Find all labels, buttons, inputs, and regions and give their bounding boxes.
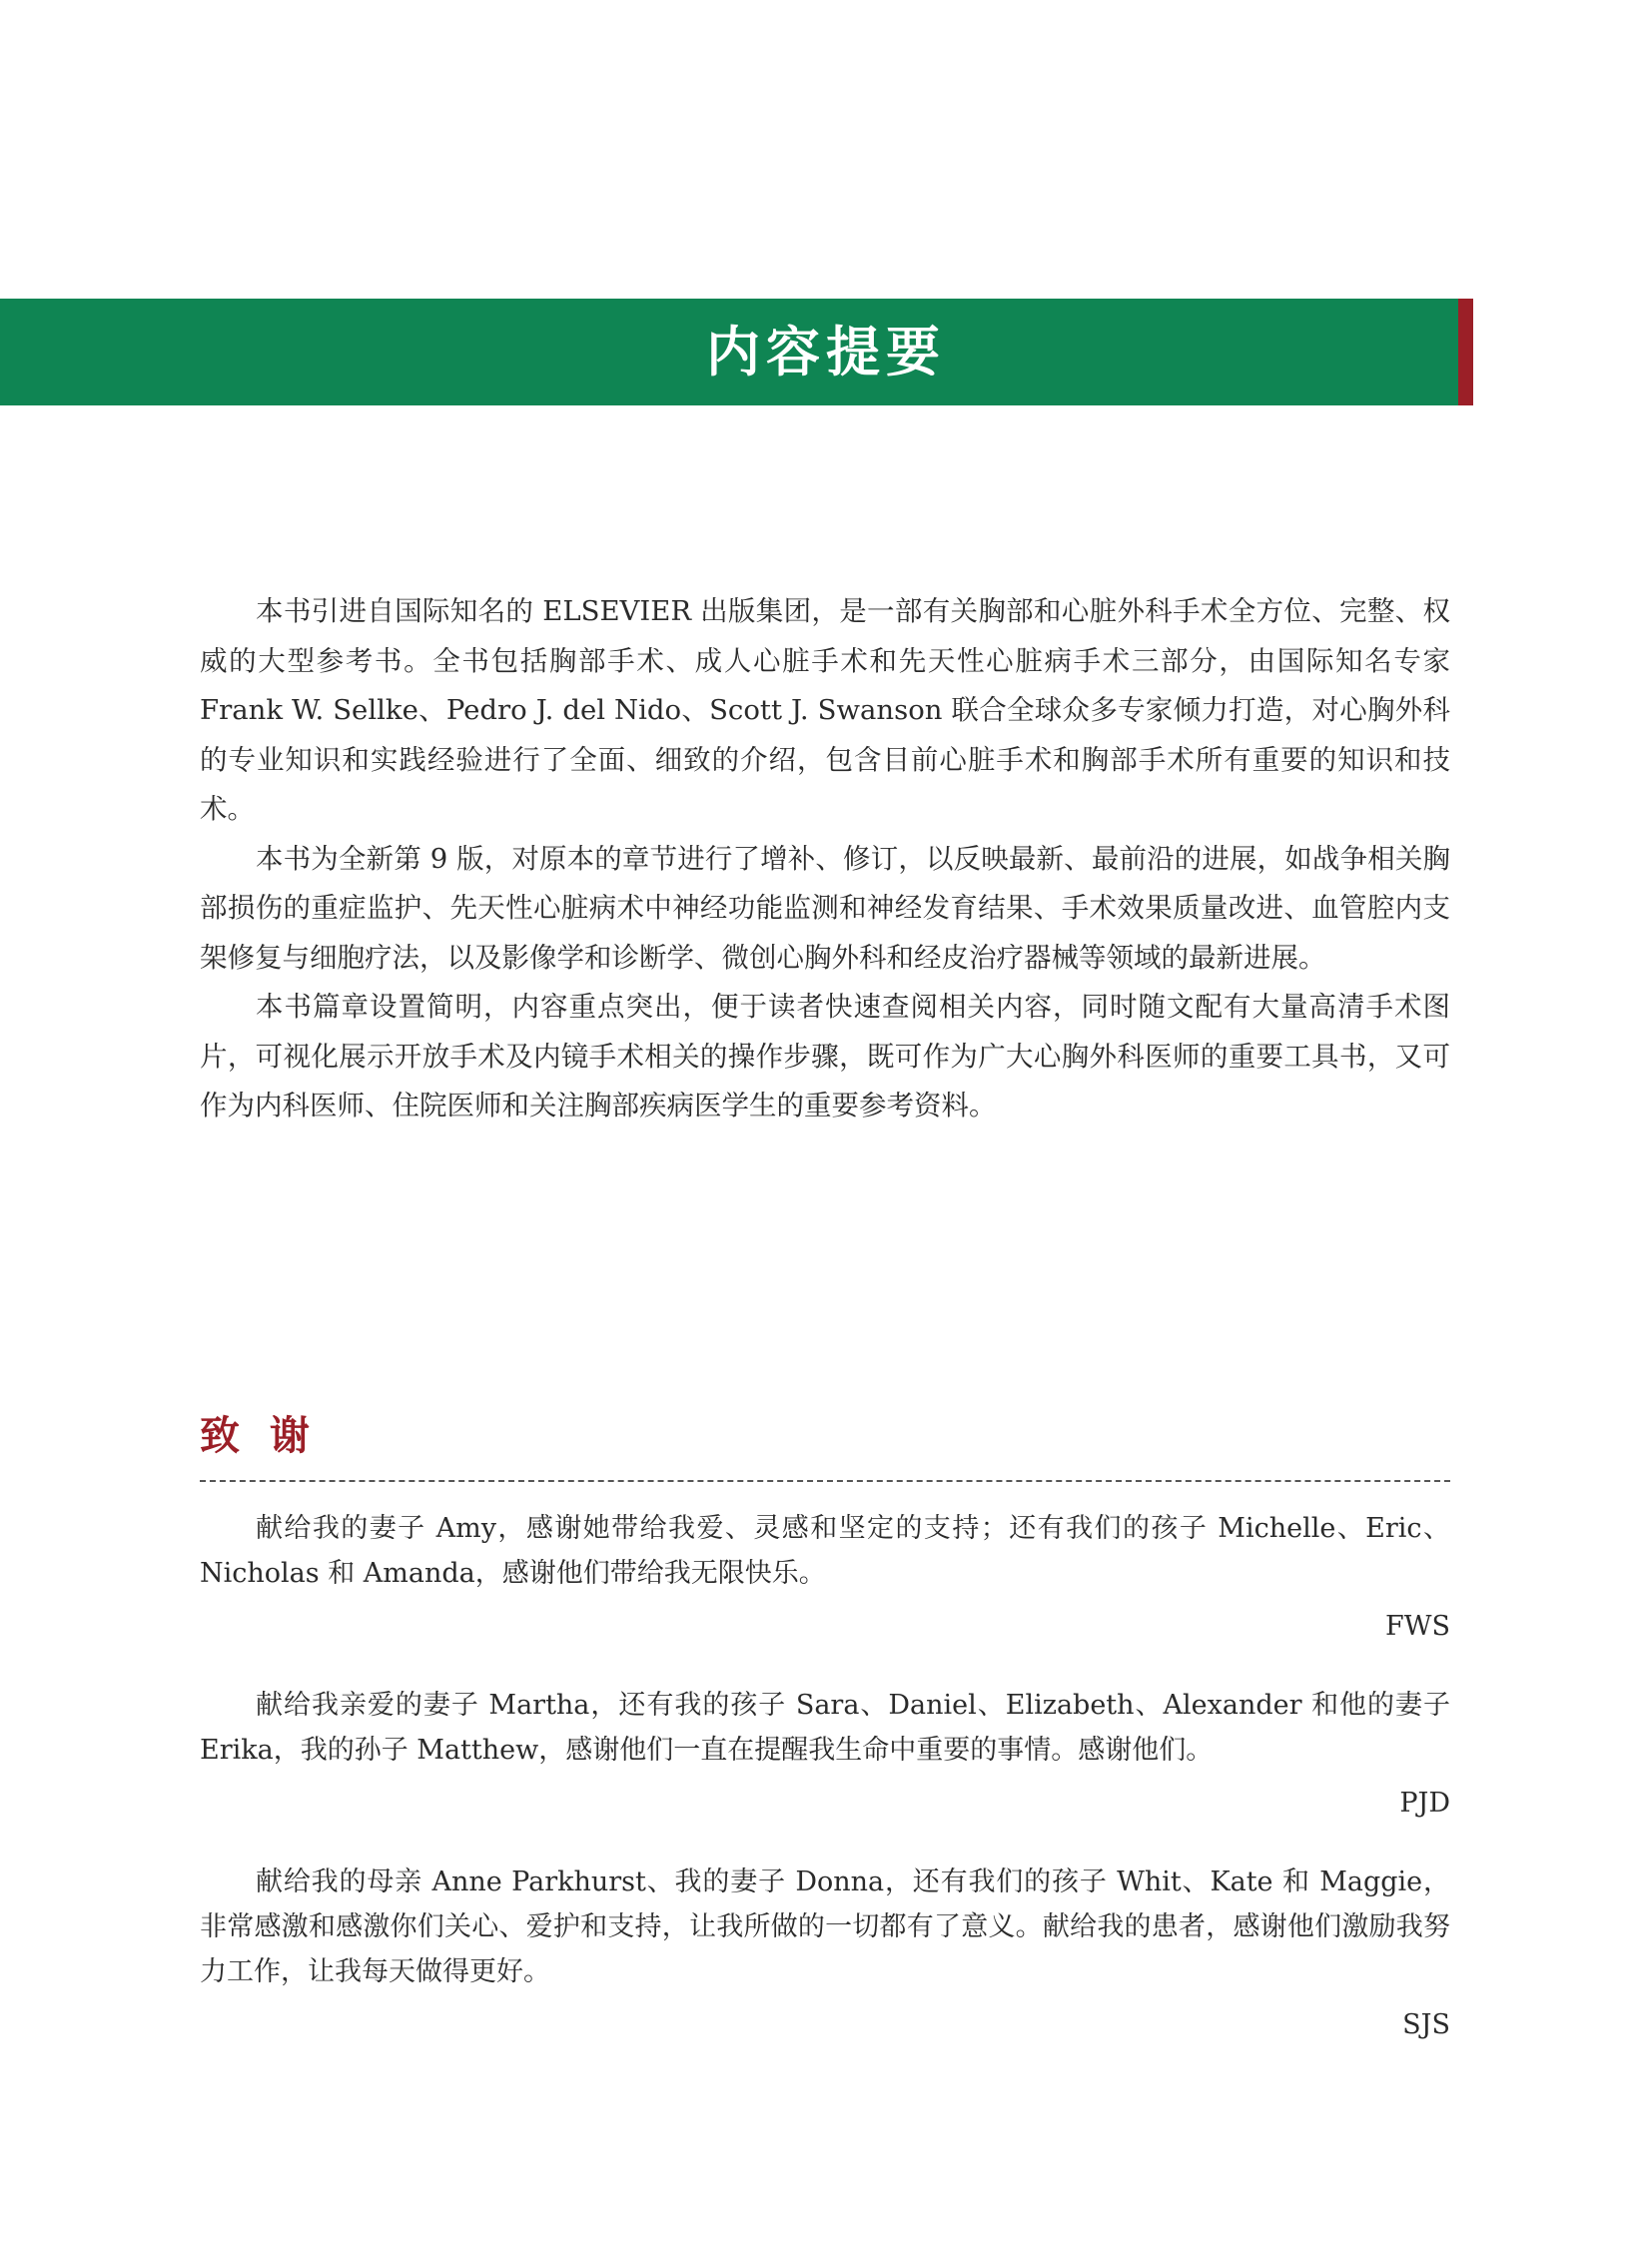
acknowledgment-signature: SJS [1402,2009,1450,2040]
summary-paragraph: 本书篇章设置简明，内容重点突出，便于读者快速查阅相关内容，同时随文配有大量高清手术图片，可视化展示开放手术及内镜手术相关的操作步骤，既可作为广大心胸外科医师的重要工具书，又可作为内科医师、住院医师和关注胸部疾病医学生的重要参考资料。 [200,991,1450,1121]
acknowledgment-entry [200,1860,1450,2047]
acknowledgment-entry [200,1683,1450,1826]
dashed-divider [200,1480,1450,1482]
acknowledgment-text: 献给我的妻子 Amy，感谢她带给我爱、灵感和坚定的支持；还有我们的孩子 Michelle、Eric、Nicholas 和 Amanda，感谢他们带给我无限快乐。 [200,1513,1450,1589]
acknowledgments-heading: 致 谢 [200,1412,318,1459]
acknowledgment-entry [200,1506,1450,1649]
acknowledgment-signature: FWS [1385,1611,1450,1642]
acknowledgment-signature: PJD [1399,1788,1450,1819]
summary-paragraph: 本书为全新第 9 版，对原本的章节进行了增补、修订，以反映最新、最前沿的进展，如战争相关胸部损伤的重症监护、先天性心脏病术中神经功能监测和神经发育结果、手术效果质量改进、血管腔内支架修复与细胞疗法，以及影像学和诊断学、微创心胸外科和经皮治疗器械等领域的最新进展。 [200,842,1450,974]
summary-section [200,587,1450,1131]
summary-paragraph: 本书引进自国际知名的 ELSEVIER 出版集团，是一部有关胸部和心脏外科手术全方位、完整、权威的大型参考书。全书包括胸部手术、成人心脏手术和先天性心脏病手术三部分，由国际知名专家 Frank W. Sellke、Pedro J. del Nido、Scott J. Swanson 联合全球众多专家倾力打造，对心胸外科的专业知识和实践经验进行了全面、细致的介绍，包含目前心脏手术和胸部手术所有重要的知识和技术。 [200,595,1450,825]
acknowledgment-text: 献给我的母亲 Anne Parkhurst、我的妻子 Donna，还有我们的孩子 Whit、Kate 和 Maggie，非常感激和感激你们关心、爱护和支持，让我所做的一切都有了意义。献给我的患者，感谢他们激励我努力工作，让我每天做得更好。 [200,1867,1450,1987]
acknowledgment-text: 献给我亲爱的妻子 Martha，还有我的孩子 Sara、Daniel、Elizabeth、Alexander 和他的妻子 Erika，我的孙子 Matthew，感谢他们一直在提醒我生命中重要的事情。感谢他们。 [200,1690,1450,1766]
page-title: 内容提要 [706,320,946,383]
